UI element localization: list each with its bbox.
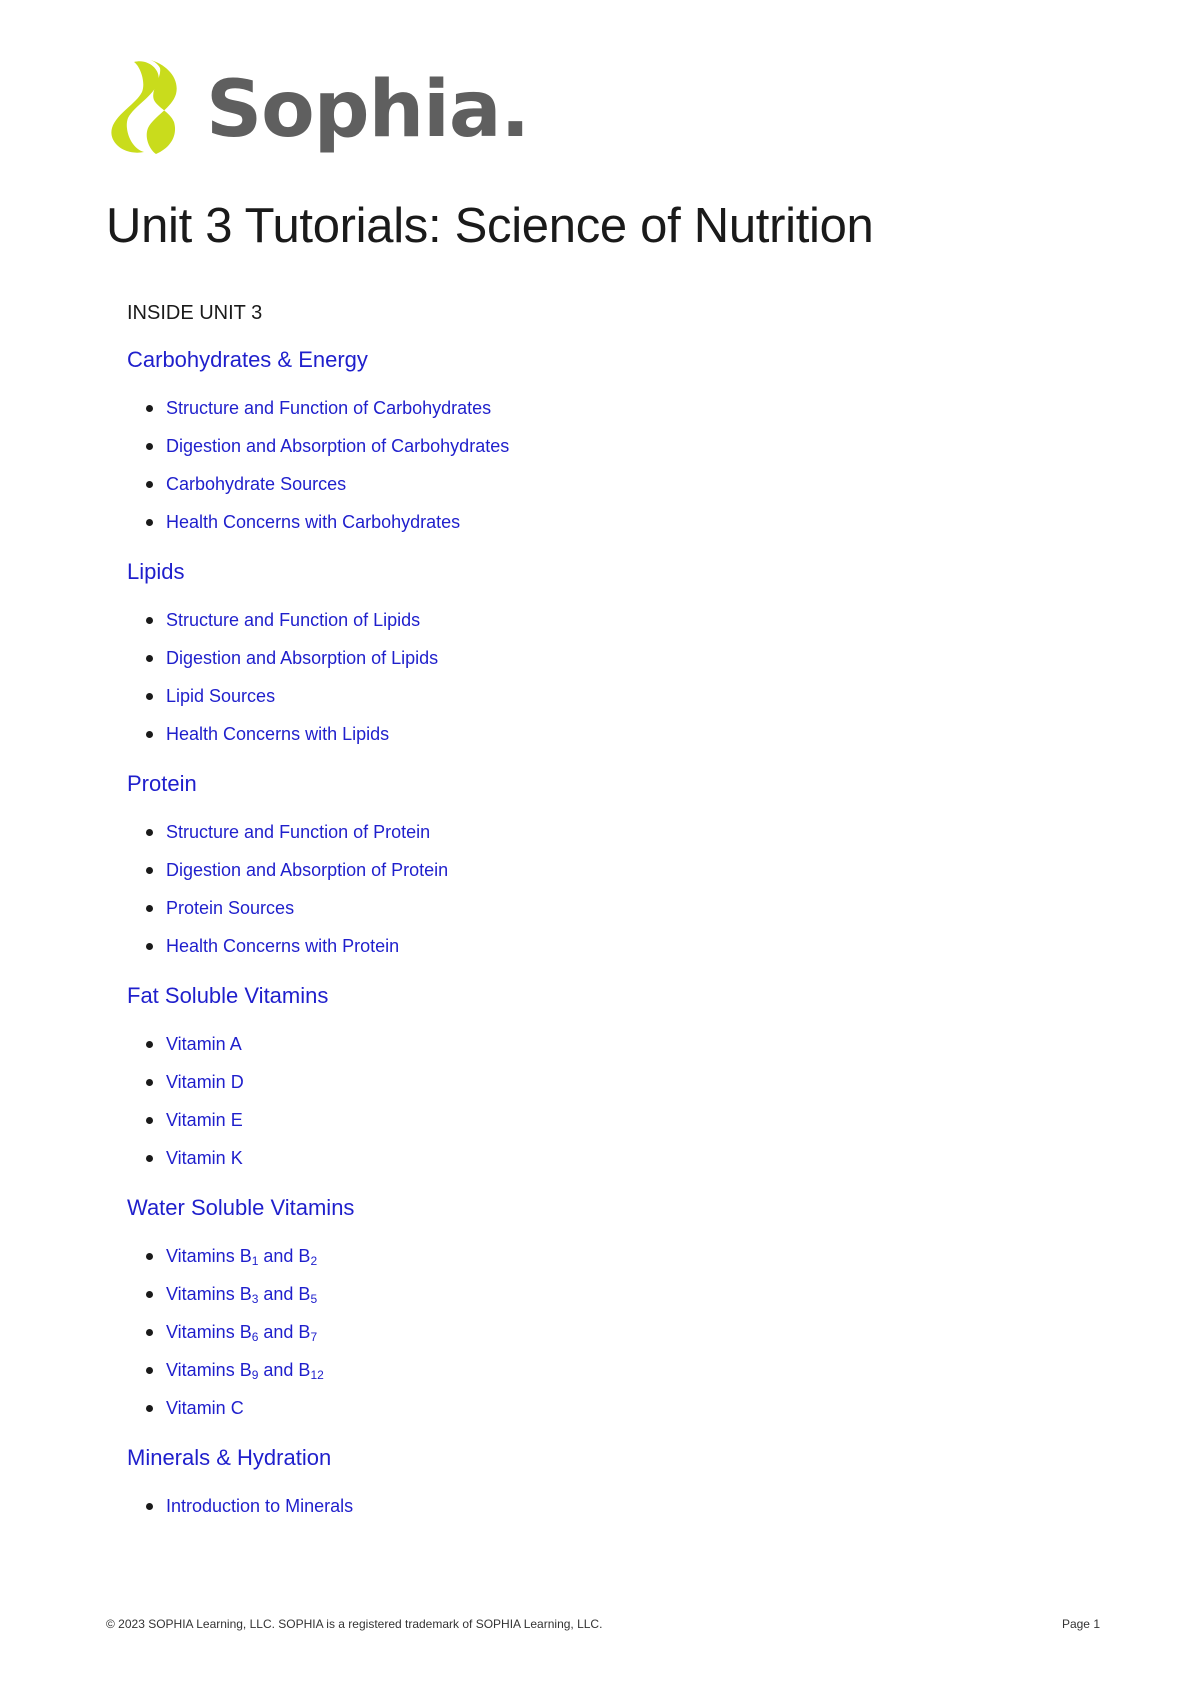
tutorial-link[interactable] [127,1487,1027,1525]
bullet-icon [146,1079,153,1086]
tutorial-label: Vitamins B [166,1246,252,1266]
bullet-icon [146,731,153,738]
tutorial-list [127,1237,1027,1427]
tutorial-label-subscript: 1 [251,1254,259,1268]
tutorial-label: Vitamins B [166,1360,252,1380]
tutorial-link[interactable] [127,715,1027,753]
tutorial-label-subscript: 9 [251,1368,259,1382]
tutorial-label: Introduction to Minerals [166,1496,354,1516]
bullet-icon [146,905,153,912]
tutorial-label: Structure and Function of Lipids [166,610,421,630]
tutorial-link[interactable] [127,677,1027,715]
bullet-icon [146,655,153,662]
unit-label: INSIDE UNIT 3 [127,302,263,324]
tutorial-label: Protein Sources [166,898,295,918]
tutorial-label: and B [258,1322,311,1342]
table-of-contents [127,345,1027,1541]
tutorial-link[interactable] [127,1139,1027,1177]
sophia-wordmark: Sophia. [206,65,530,155]
tutorial-label: Vitamins B [166,1322,252,1342]
section-title-link[interactable]: Carbohydrates & Energy [127,347,368,372]
tutorial-list [127,1487,1027,1525]
tutorial-label: Health Concerns with Protein [166,936,400,956]
tutorial-link[interactable] [127,389,1027,427]
toc-section [127,981,1027,1177]
tutorial-label: Digestion and Absorption of Carbohydrates [166,436,510,456]
tutorial-link[interactable] [127,889,1027,927]
section-title-link[interactable]: Minerals & Hydration [127,1445,332,1470]
toc-section [127,1193,1027,1427]
footer-copyright: © 2023 SOPHIA Learning, LLC. SOPHIA is a registered trademark of SOPHIA Learning, LLC. [106,1617,603,1631]
tutorial-link[interactable] [127,1275,1027,1313]
bullet-icon [146,1329,153,1336]
tutorial-label-subscript: 5 [310,1292,318,1306]
tutorial-list [127,601,1027,753]
page-title: Unit 3 Tutorials: Science of Nutrition [106,199,874,253]
bullet-icon [146,1291,153,1298]
bullet-icon [146,829,153,836]
section-title-link[interactable]: Water Soluble Vitamins [127,1195,355,1220]
bullet-icon [146,693,153,700]
bullet-icon [146,481,153,488]
tutorial-label: Lipid Sources [166,686,276,706]
tutorial-label: Health Concerns with Carbohydrates [166,512,461,532]
tutorial-label-subscript: 2 [310,1254,318,1268]
bullet-icon [146,867,153,874]
section-title-link[interactable]: Fat Soluble Vitamins [127,983,329,1008]
tutorial-label-subscript: 6 [251,1330,259,1344]
section-title-link[interactable]: Lipids [127,559,185,584]
tutorial-link[interactable] [127,465,1027,503]
tutorial-label: and B [258,1246,311,1266]
bullet-icon [146,1041,153,1048]
bullet-icon [146,1367,153,1374]
tutorial-list [127,813,1027,965]
bullet-icon [146,519,153,526]
tutorial-link[interactable] [127,1313,1027,1351]
bullet-icon [146,1503,153,1510]
tutorial-link[interactable] [127,927,1027,965]
tutorial-label: and B [258,1284,311,1304]
tutorial-label: Digestion and Absorption of Protein [166,860,449,880]
tutorial-link[interactable] [127,1389,1027,1427]
tutorial-link[interactable] [127,427,1027,465]
bullet-icon [146,617,153,624]
tutorial-link[interactable] [127,1351,1027,1389]
toc-section [127,345,1027,541]
tutorial-label: Digestion and Absorption of Lipids [166,648,439,668]
tutorial-link[interactable] [127,1025,1027,1063]
tutorial-label: Vitamin D [166,1072,244,1092]
bullet-icon [146,1117,153,1124]
tutorial-link[interactable] [127,851,1027,889]
tutorial-label: Vitamin C [166,1398,244,1418]
tutorial-link[interactable] [127,639,1027,677]
toc-section [127,557,1027,753]
tutorial-label: Vitamins B [166,1284,252,1304]
tutorial-label: Health Concerns with Lipids [166,724,390,744]
tutorial-link[interactable] [127,813,1027,851]
bullet-icon [146,405,153,412]
bullet-icon [146,1155,153,1162]
bullet-icon [146,1405,153,1412]
bullet-icon [146,1253,153,1260]
tutorial-label: Structure and Function of Protein [166,822,431,842]
tutorial-link[interactable] [127,503,1027,541]
tutorial-label: Carbohydrate Sources [166,474,347,494]
toc-section [127,769,1027,965]
tutorial-link[interactable] [127,1237,1027,1275]
tutorial-link[interactable] [127,1101,1027,1139]
tutorial-link[interactable] [127,1063,1027,1101]
bullet-icon [146,443,153,450]
tutorial-label: Vitamin K [166,1148,243,1168]
section-title-link[interactable]: Protein [127,771,197,796]
tutorial-label: Structure and Function of Carbohydrates [166,398,492,418]
footer-page-number: Page 1 [1061,1617,1100,1631]
tutorial-label: Vitamin E [166,1110,243,1130]
tutorial-label-subscript: 7 [310,1330,318,1344]
tutorial-label-subscript: 12 [310,1368,324,1382]
tutorial-label: and B [258,1360,311,1380]
tutorial-label-subscript: 3 [251,1292,259,1306]
sophia-s-icon [104,56,180,158]
sophia-logo [104,56,529,158]
toc-section [127,1443,1027,1525]
tutorial-list [127,389,1027,541]
tutorial-list [127,1025,1027,1177]
bullet-icon [146,943,153,950]
tutorial-link[interactable] [127,601,1027,639]
tutorial-label: Vitamin A [166,1034,242,1054]
